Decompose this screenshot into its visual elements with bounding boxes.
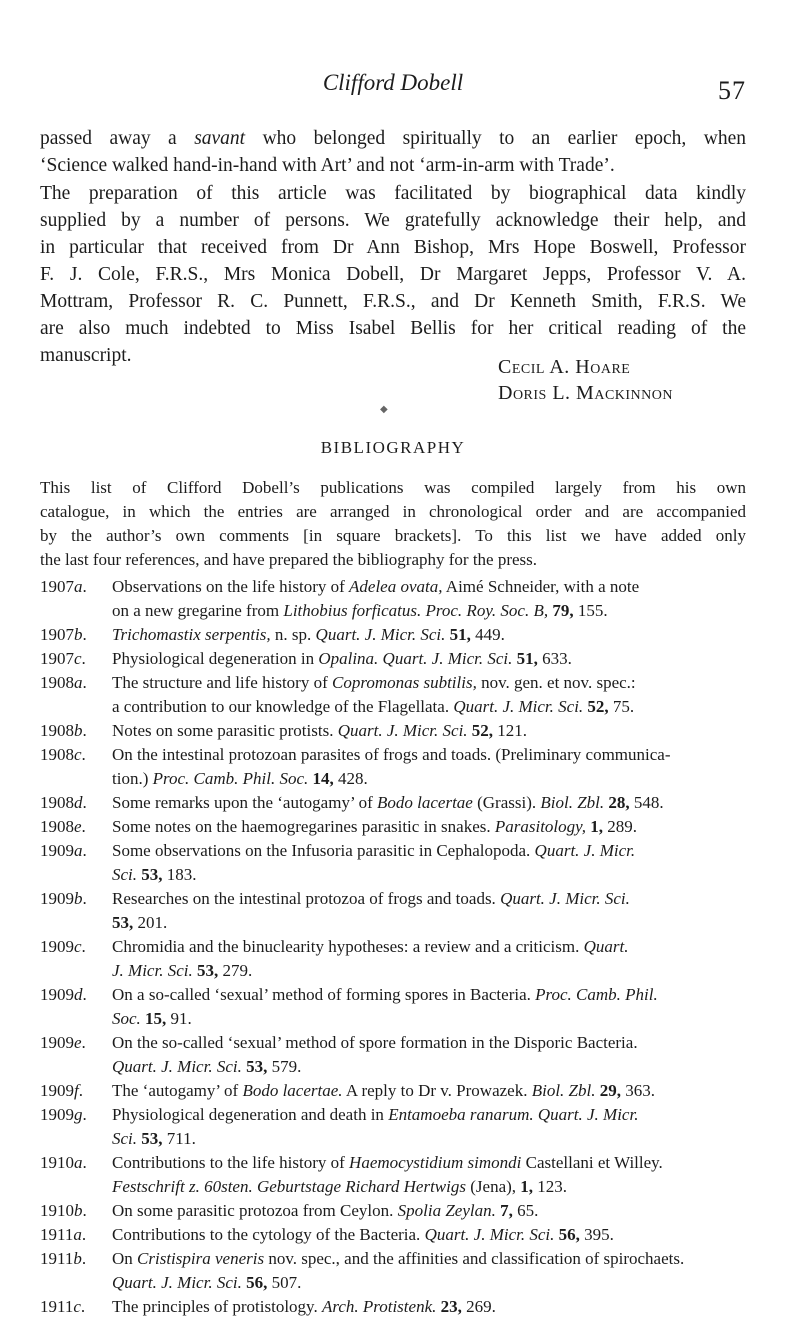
text-run: Sci. <box>112 865 138 884</box>
text-line <box>40 125 746 152</box>
text-run: Quart. J. Micr. Sci. <box>453 697 584 716</box>
text-run: Spolia Zeylan. <box>397 1201 496 1220</box>
text-run: 51, <box>516 649 538 668</box>
author-signature: Doris L. Mackinnon <box>498 382 674 404</box>
entry-line <box>112 1175 746 1199</box>
text-run: 14, <box>312 769 334 788</box>
text-run: Opalina. Quart. J. Micr. Sci. <box>318 649 513 668</box>
entry-line <box>112 1151 746 1175</box>
text-run: supplied by a number of persons. We gratefully acknowledge their help, and <box>40 210 746 231</box>
text-run: the last four references, and have prepared the bibliography for the press. <box>40 550 538 569</box>
entry-label: 1910a. <box>40 1153 87 1172</box>
text-run: 79, <box>552 601 574 620</box>
ornament-mark: ◆ <box>380 404 388 415</box>
author-signature: Cecil A. Hoare <box>498 356 631 378</box>
text-run: Arch. Protistenk. <box>321 1297 437 1316</box>
text-run: Proc. Camb. Phil. <box>535 985 658 1004</box>
text-run: passed away a <box>40 128 195 149</box>
bibliography-intro <box>40 476 746 572</box>
entry-label: 1909f. <box>40 1081 83 1100</box>
entry-line <box>112 863 746 887</box>
entry-line <box>112 767 746 791</box>
text-run: 121. <box>493 721 528 740</box>
text-run: 201. <box>133 913 168 932</box>
text-run: a contribution to our knowledge of the Flagellata. <box>112 697 454 716</box>
text-run: Some observations on the Infusoria parasitic in Cephalopoda. <box>112 841 535 860</box>
text-run: On some parasitic protozoa from Ceylon. <box>112 1201 398 1220</box>
bibliography-entry <box>40 1223 746 1247</box>
text-run: 56, <box>246 1273 268 1292</box>
bibliography-entry <box>40 647 746 671</box>
closing-paragraph <box>40 125 746 179</box>
text-run: 183. <box>162 865 197 884</box>
text-run: On <box>112 1249 138 1268</box>
text-run: The structure and life history of <box>112 673 332 692</box>
text-run: who belonged spiritually to an earlier epoch, when <box>245 128 746 149</box>
text-run: Some notes on the haemogregarines parasitic in snakes. <box>112 817 495 836</box>
text-run: Aimé Schneider, with a note <box>442 577 640 596</box>
text-run: tion.) <box>112 769 153 788</box>
entry-line <box>112 1031 746 1055</box>
text-run: on a new gregarine from <box>112 601 284 620</box>
text-run: manuscript. <box>40 345 132 366</box>
bibliography-list <box>40 575 746 1319</box>
entry-line <box>112 1127 746 1151</box>
text-line <box>40 288 746 315</box>
text-run: On a so-called ‘sexual’ method of forming spores in Bacteria. <box>112 985 536 1004</box>
text-run: 548. <box>629 793 664 812</box>
text-run: Physiological degeneration in <box>112 649 319 668</box>
text-run: Quart. <box>583 937 629 956</box>
entry-line <box>112 647 746 671</box>
text-run: Notes on some parasitic protists. <box>112 721 338 740</box>
text-line <box>40 342 746 369</box>
entry-label: 1908e. <box>40 817 86 836</box>
text-run: The ‘autogamy’ of <box>112 1081 243 1100</box>
text-run: Soc. <box>112 1009 141 1028</box>
entry-line <box>112 935 746 959</box>
text-run: Physiological degeneration and death in <box>112 1105 389 1124</box>
text-run: 53, <box>112 913 134 932</box>
text-run: (Grassi). <box>472 793 541 812</box>
text-run: Researches on the intestinal protozoa of frogs and toads. <box>112 889 501 908</box>
text-run: A reply to Dr v. Prowazek. <box>342 1081 532 1100</box>
entry-label: 1908d. <box>40 793 87 812</box>
text-run: 75. <box>608 697 635 716</box>
text-line <box>40 180 746 207</box>
text-run: Quart. J. Micr. Sci. <box>337 721 468 740</box>
text-run: 579. <box>267 1057 302 1076</box>
entry-line <box>112 719 746 743</box>
text-run: Observations on the life history of <box>112 577 350 596</box>
entry-label: 1911a. <box>40 1225 87 1244</box>
entry-label: 1909e. <box>40 1033 86 1052</box>
text-run: 155. <box>573 601 608 620</box>
entry-line <box>112 815 746 839</box>
page-header <box>40 70 746 110</box>
text-run: J. Micr. Sci. <box>112 961 193 980</box>
bibliography-entry <box>40 1199 746 1223</box>
bibliography-entry <box>40 1079 746 1103</box>
text-run: Quart. J. Micr. Sci. <box>112 1057 242 1076</box>
entry-line <box>112 1007 746 1031</box>
text-run: On the intestinal protozoan parasites of frogs and toads. (Preliminary communica- <box>112 745 671 764</box>
text-run: Cristispira veneris <box>137 1249 265 1268</box>
text-run: Quart. J. Micr. <box>534 841 636 860</box>
entry-line <box>112 599 746 623</box>
text-run: Bodo lacertae. <box>242 1081 343 1100</box>
text-run: 633. <box>537 649 572 668</box>
bibliography-entry <box>40 623 746 647</box>
text-run: Adelea ovata, <box>349 577 443 596</box>
text-run: The preparation of this article was facilitated by biographical data kindly <box>40 183 746 204</box>
bibliography-entry <box>40 1031 746 1079</box>
text-run: Proc. Camb. Phil. Soc. <box>152 769 309 788</box>
text-run: Quart. J. Micr. Sci. <box>500 889 630 908</box>
text-run: 53, <box>141 865 163 884</box>
entry-label: 1908a. <box>40 673 87 692</box>
text-run: 279. <box>218 961 253 980</box>
text-run: 711. <box>162 1129 196 1148</box>
text-line <box>40 548 746 572</box>
entry-label: 1911b. <box>40 1249 87 1268</box>
text-run: Festschrift z. 60sten. Geburtstage Richard Hertwigs <box>112 1177 466 1196</box>
text-run: Quart. J. Micr. Sci. <box>112 1273 242 1292</box>
text-run: Copromonas subtilis, <box>332 673 477 692</box>
text-run: Biol. Zbl. <box>540 793 605 812</box>
bibliography-entry <box>40 671 746 719</box>
text-run: F. J. Cole, F.R.S., Mrs Monica Dobell, Dr Margaret Jepps, Professor V. A. <box>40 264 746 285</box>
text-run: 52, <box>587 697 609 716</box>
acknowledgements-paragraph <box>40 180 746 369</box>
text-run: Chromidia and the binuclearity hypotheses: a review and a criticism. <box>112 937 584 956</box>
text-run: 428. <box>333 769 368 788</box>
text-run: 7, <box>500 1201 513 1220</box>
text-line <box>40 476 746 500</box>
entry-line <box>112 743 746 767</box>
entry-line <box>112 791 746 815</box>
bibliography-entry <box>40 575 746 623</box>
text-run: Lithobius forficatus. Proc. Roy. Soc. B, <box>283 601 549 620</box>
text-run: 1, <box>520 1177 534 1196</box>
text-run: Some remarks upon the ‘autogamy’ of <box>112 793 378 812</box>
entry-label: 1907b. <box>40 625 87 644</box>
page-number: 57 <box>718 76 746 105</box>
text-run: 29, <box>599 1081 621 1100</box>
text-run: 1, <box>590 817 604 836</box>
entry-line <box>112 1103 746 1127</box>
text-run: Bodo lacertae <box>377 793 473 812</box>
text-line <box>40 261 746 288</box>
entry-label: 1911c. <box>40 1297 86 1316</box>
bibliography-entry <box>40 983 746 1031</box>
bibliography-entry <box>40 935 746 983</box>
text-line <box>40 234 746 261</box>
entry-line <box>112 1199 746 1223</box>
text-line <box>40 207 746 234</box>
entry-line <box>112 1247 746 1271</box>
text-run: 53, <box>196 961 219 980</box>
text-run: 56, <box>558 1225 580 1244</box>
text-run: are also much indebted to Miss Isabel Bellis for her critical reading of the <box>40 318 746 339</box>
text-run: Quart. J. Micr. Sci. <box>315 625 446 644</box>
entry-label: 1909d. <box>40 985 87 1004</box>
entry-label: 1910b. <box>40 1201 87 1220</box>
text-run: Parasitology, <box>494 817 587 836</box>
entry-line <box>112 887 746 911</box>
bibliography-entry <box>40 719 746 743</box>
text-line <box>40 524 746 548</box>
text-run: 53, <box>141 1129 163 1148</box>
bibliography-entry <box>40 1103 746 1151</box>
text-line <box>40 152 746 179</box>
bibliography-entry <box>40 1151 746 1199</box>
text-run: Castellani et Willey. <box>521 1153 663 1172</box>
text-run: 53, <box>246 1057 268 1076</box>
text-run: by the author’s own comments [in square brackets]. To this list we have added only <box>40 526 746 545</box>
text-run: 65. <box>512 1201 539 1220</box>
text-run: nov. spec., and the affinities and classification of spirochaets. <box>264 1249 685 1268</box>
text-line <box>40 315 746 342</box>
running-title: Clifford Dobell <box>322 70 464 95</box>
text-run: savant <box>194 128 246 149</box>
text-run: Entamoeba ranarum. Quart. J. Micr. <box>388 1105 639 1124</box>
text-run: 15, <box>145 1009 167 1028</box>
bibliography-entry <box>40 887 746 935</box>
bibliography-entry <box>40 839 746 887</box>
text-run: 51, <box>449 625 471 644</box>
text-run: Contributions to the life history of <box>112 1153 350 1172</box>
text-run: 269. <box>461 1297 496 1316</box>
text-run: 289. <box>603 817 638 836</box>
text-run: 363. <box>620 1081 655 1100</box>
text-run: ‘Science walked hand-in-hand with Art’ and not ‘arm-in-arm with Trade’. <box>40 155 615 176</box>
entry-line <box>112 695 746 719</box>
entry-label: 1907a. <box>40 577 87 596</box>
text-run: Quart. J. Micr. Sci. <box>424 1225 555 1244</box>
bibliography-entry <box>40 815 746 839</box>
text-run: Biol. Zbl. <box>531 1081 596 1100</box>
text-run: 23, <box>440 1297 462 1316</box>
text-run: 91. <box>166 1009 192 1028</box>
text-run: nov. gen. et nov. spec.: <box>476 673 636 692</box>
entry-label: 1908c. <box>40 745 86 764</box>
text-run: Mottram, Professor R. C. Punnett, F.R.S., and Dr Kenneth Smith, F.R.S. We <box>40 291 746 312</box>
text-run: 395. <box>579 1225 614 1244</box>
bibliography-entry <box>40 791 746 815</box>
entry-line <box>112 575 746 599</box>
entry-label: 1909c. <box>40 937 86 956</box>
text-run: Sci. <box>112 1129 138 1148</box>
entry-line <box>112 671 746 695</box>
entry-label: 1908b. <box>40 721 87 740</box>
entry-line <box>112 1271 746 1295</box>
entry-line <box>112 911 746 935</box>
entry-line <box>112 1055 746 1079</box>
text-run: catalogue, in which the entries are arranged in chronological order and are accompanied <box>40 502 746 521</box>
text-run: 507. <box>267 1273 302 1292</box>
entry-line <box>112 983 746 1007</box>
text-run: Contributions to the cytology of the Bacteria. <box>112 1225 425 1244</box>
entry-label: 1909g. <box>40 1105 87 1124</box>
bibliography-entry <box>40 1247 746 1295</box>
text-run: The principles of protistology. <box>112 1297 322 1316</box>
text-run: (Jena), <box>466 1177 521 1196</box>
bibliography-entry <box>40 743 746 791</box>
text-run: in particular that received from Dr Ann Bishop, Mrs Hope Boswell, Professor <box>40 237 746 258</box>
entry-label: 1909a. <box>40 841 87 860</box>
entry-line <box>112 623 746 647</box>
text-run: This list of Clifford Dobell’s publications was compiled largely from his own <box>40 478 746 497</box>
text-run: 449. <box>470 625 505 644</box>
entry-line <box>112 839 746 863</box>
entry-line <box>112 1223 746 1247</box>
text-run: n. sp. <box>270 625 316 644</box>
text-run: Trichomastix serpentis, <box>112 625 271 644</box>
entry-line <box>112 959 746 983</box>
entry-label: 1909b. <box>40 889 87 908</box>
entry-label: 1907c. <box>40 649 86 668</box>
text-run: 28, <box>608 793 630 812</box>
entry-line <box>112 1079 746 1103</box>
bibliography-heading: BIBLIOGRAPHY <box>320 438 466 457</box>
text-run: 123. <box>533 1177 568 1196</box>
text-run: On the so-called ‘sexual’ method of spore formation in the Disporic Bacteria. <box>112 1033 638 1052</box>
text-line <box>40 500 746 524</box>
text-run: 52, <box>471 721 494 740</box>
text-run: Haemocystidium simondi <box>349 1153 522 1172</box>
